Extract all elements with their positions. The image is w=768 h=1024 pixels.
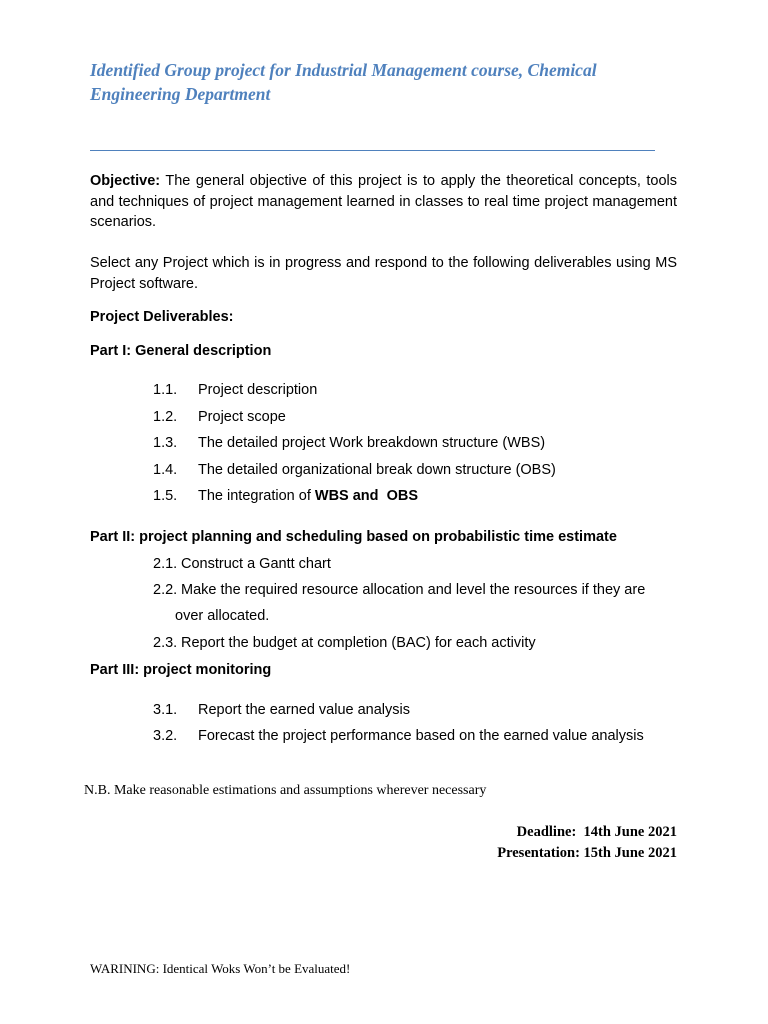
list-item-text: Make the required resource allocation and level the resources if they are [181, 582, 646, 598]
list-item-number: 2.3. [153, 635, 178, 651]
list-item-continuation: over allocated. [175, 608, 270, 624]
list-item-text: Report the budget at completion (BAC) for each activity [181, 635, 536, 651]
objective-paragraph [90, 171, 677, 233]
list-item-text-plain: The integration of [198, 488, 315, 504]
part3-heading: Part III: project monitoring [90, 662, 272, 678]
list-item-number: 1.4. [153, 462, 178, 478]
instruction-paragraph: Select any Project which is in progress and respond to the following deliverables using MS Project software. [90, 255, 677, 292]
title-divider [90, 150, 655, 151]
list-item-number: 1.2. [153, 409, 178, 425]
list-item-text-bold: WBS and OBS [314, 488, 419, 504]
list-item-text: Report the earned value analysis [198, 702, 410, 718]
note-text: N.B. Make reasonable estimations and assumptions wherever necessary [84, 783, 487, 798]
list-item-text: Forecast the project performance based on the earned value analysis [198, 728, 644, 744]
list-item-text: The detailed project Work breakdown structure (WBS) [198, 435, 546, 451]
list-item-number: 3.2. [153, 728, 178, 744]
list-item-text: Project scope [198, 409, 286, 425]
part2-heading: Part II: project planning and scheduling based on probabilistic time estimate [90, 529, 617, 545]
part1-heading: Part I: General description [90, 343, 272, 359]
list-item-number: 2.1. [153, 556, 178, 572]
deadline-text: Deadline: 14th June 2021 [516, 824, 677, 840]
warning-text: WARINING: Identical Woks Won’t be Evaluated! [90, 961, 351, 976]
list-item-text: Project description [198, 382, 318, 398]
list-item-number: 1.1. [153, 382, 178, 398]
deliverables-heading: Project Deliverables: [90, 309, 234, 325]
list-item-number: 1.3. [153, 435, 178, 451]
presentation-date-text: Presentation: 15th June 2021 [497, 845, 677, 861]
objective-label: Objective: [90, 173, 161, 189]
list-item-number: 3.1. [153, 702, 178, 718]
document-title: Identified Group project for Industrial Management course, Chemical Engineering Department [90, 60, 597, 104]
list-item-number: 1.5. [153, 488, 178, 504]
list-item-number: 2.2. [153, 582, 178, 598]
objective-text: The general objective of this project is to apply the theoretical concepts, tools and techniques of project management learned in classes to real time project management scenarios. [90, 173, 677, 230]
list-item-text [198, 486, 418, 506]
list-item-text: The detailed organizational break down structure (OBS) [198, 462, 556, 478]
list-item-text: Construct a Gantt chart [181, 556, 331, 572]
